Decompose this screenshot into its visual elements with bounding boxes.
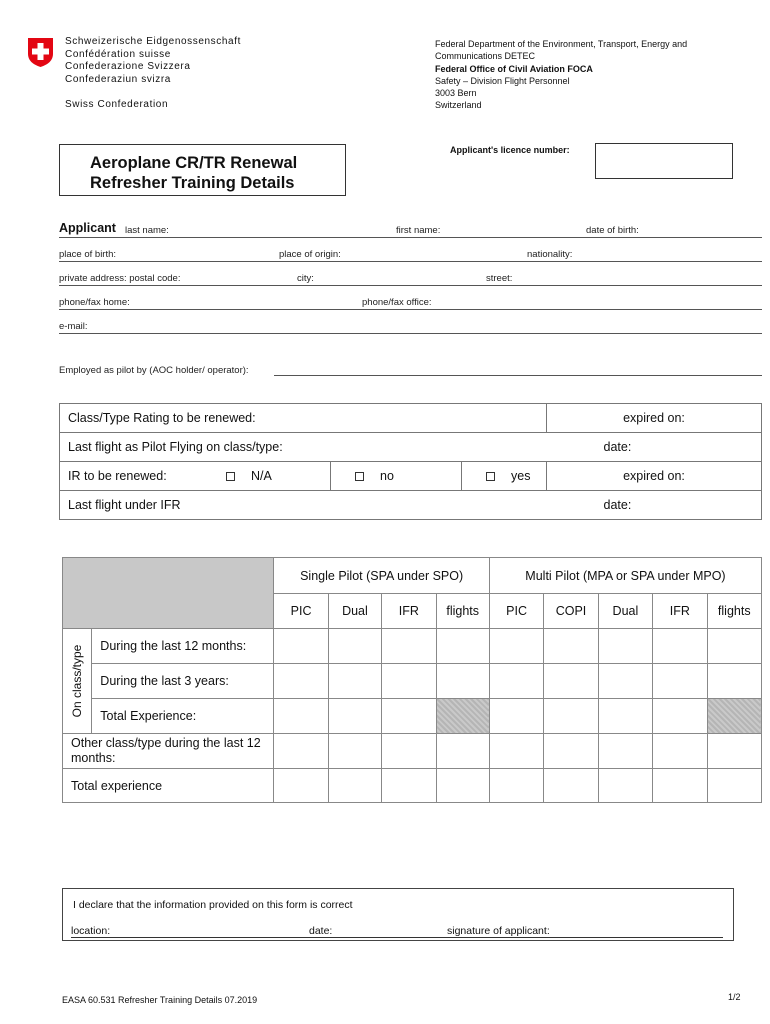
last-name-line[interactable] (59, 237, 762, 238)
address-line: Switzerland (435, 100, 482, 111)
signature-line[interactable] (71, 937, 723, 938)
option-na-label: N/A (251, 469, 272, 483)
hours-cell[interactable] (274, 699, 328, 734)
hours-cell[interactable] (489, 664, 543, 699)
hours-cell[interactable] (274, 734, 328, 769)
confed-line: Confédération suisse (65, 48, 171, 60)
row-label: Other class/type during the last 12 months: (63, 734, 274, 769)
shaded-cell (436, 699, 489, 734)
col-header: Dual (328, 594, 381, 629)
option-yes[interactable] (462, 462, 546, 490)
header-blank (63, 558, 274, 629)
row-label: Total Experience: (92, 699, 274, 734)
licence-number-field[interactable] (595, 143, 733, 179)
hours-cell[interactable] (489, 699, 543, 734)
hours-cell[interactable] (707, 769, 761, 803)
hours-cell[interactable] (544, 734, 598, 769)
col-header: flights (707, 594, 761, 629)
phone-home-label: phone/fax home: (59, 297, 130, 308)
city-label: city: (297, 273, 314, 284)
hours-cell[interactable] (328, 664, 381, 699)
hours-cell[interactable] (544, 699, 598, 734)
place-birth-line[interactable] (59, 261, 762, 262)
address-line: 3003 Bern (435, 88, 477, 99)
row-label: During the last 3 years: (92, 664, 274, 699)
email-label: e-mail: (59, 321, 88, 332)
declaration-box (62, 888, 734, 941)
hours-cell[interactable] (598, 769, 652, 803)
hours-cell[interactable] (544, 769, 598, 803)
dob-label: date of birth: (586, 225, 639, 236)
hours-cell[interactable] (707, 629, 761, 664)
hours-cell[interactable] (653, 734, 707, 769)
hours-cell[interactable] (653, 664, 707, 699)
col-header: PIC (274, 594, 328, 629)
date-label-2: date: (603, 498, 632, 512)
swiss-confederation: Swiss Confederation (65, 99, 169, 110)
on-class-type-side (63, 629, 92, 734)
checkbox-icon (486, 472, 495, 481)
postal-label: private address: postal code: (59, 273, 181, 284)
hours-cell[interactable] (382, 629, 436, 664)
confed-line: Confederaziun svizra (65, 73, 171, 85)
authority-line: Federal Department of the Environment, Transport, Energy and (435, 39, 688, 49)
checkbox-icon (355, 472, 364, 481)
last-name-label: last name: (125, 225, 169, 236)
col-header: IFR (382, 594, 436, 629)
rating-table (59, 403, 762, 520)
col-header: PIC (489, 594, 543, 629)
hours-cell[interactable] (489, 629, 543, 664)
nationality-label: nationality: (527, 249, 573, 260)
confed-line: Schweizerische Eidgenossenschaft (65, 36, 241, 47)
signature-label: signature of applicant: (447, 925, 550, 937)
licence-label: Applicant's licence number: (450, 145, 570, 155)
class-type-cell[interactable] (60, 404, 547, 433)
col-header: Dual (598, 594, 652, 629)
row-label: Total experience (63, 769, 274, 803)
ir-row (60, 462, 547, 491)
col-header: IFR (653, 594, 707, 629)
hours-cell[interactable] (598, 629, 652, 664)
expired-on-cell[interactable] (547, 404, 762, 433)
hours-cell[interactable] (598, 664, 652, 699)
office-name: Federal Office of Civil Aviation FOCA (435, 63, 593, 74)
hours-cell[interactable] (653, 629, 707, 664)
hours-cell[interactable] (274, 769, 328, 803)
hours-cell[interactable] (653, 699, 707, 734)
hours-cell[interactable] (653, 769, 707, 803)
title-box (59, 144, 346, 196)
address-line: Safety – Division Flight Personnel (435, 75, 570, 86)
hours-cell[interactable] (328, 699, 381, 734)
hours-cell[interactable] (598, 734, 652, 769)
side-label: On class/type (70, 644, 85, 718)
location-label: location: (71, 925, 111, 937)
authority-block (435, 38, 687, 112)
hours-cell[interactable] (489, 769, 543, 803)
ir-expired-cell[interactable] (547, 462, 762, 491)
ir-expired-label: expired on: (623, 469, 685, 483)
title-line-2: Refresher Training Details (90, 174, 295, 192)
last-ifr-cell[interactable] (60, 491, 762, 520)
address-line-field[interactable] (59, 285, 762, 286)
last-ifr-label: Last flight under IFR (68, 498, 181, 512)
first-name-label: first name: (396, 225, 441, 236)
authority-line: Communications DETEC (435, 51, 536, 62)
col-header: COPI (544, 594, 598, 629)
single-pilot-header: Single Pilot (SPA under SPO) (274, 558, 490, 594)
hours-cell[interactable] (382, 699, 436, 734)
multi-pilot-header: Multi Pilot (MPA or SPA under MPO) (489, 558, 761, 594)
hours-cell[interactable] (489, 734, 543, 769)
hours-cell[interactable] (436, 769, 489, 803)
confed-line: Confederazione Svizzera (65, 61, 191, 72)
declaration-text: I declare that the information provided on this form is correct (73, 899, 353, 911)
hours-cell[interactable] (382, 734, 436, 769)
hours-cell[interactable] (328, 769, 381, 803)
col-header: flights (436, 594, 489, 629)
place-origin-label: place of origin: (279, 249, 341, 260)
phone-line[interactable] (59, 309, 762, 310)
hours-cell[interactable] (544, 629, 598, 664)
decl-date-label: date: (309, 925, 333, 937)
swiss-cross-logo (27, 37, 54, 68)
title-line-1: Aeroplane CR/TR Renewal (90, 154, 298, 172)
street-label: street: (486, 273, 513, 284)
phone-office-label: phone/fax office: (362, 297, 432, 308)
hours-cell[interactable] (436, 629, 489, 664)
last-flight-pf-label: Last flight as Pilot Flying on class/type: (68, 440, 283, 454)
hours-cell[interactable] (544, 664, 598, 699)
confederation-names (65, 36, 241, 86)
place-birth-label: place of birth: (59, 249, 117, 260)
hours-cell[interactable] (436, 664, 489, 699)
hours-cell[interactable] (598, 699, 652, 734)
class-type-label: Class/Type Rating to be renewed: (68, 411, 256, 425)
option-no-label: no (380, 469, 394, 483)
form-id: EASA 60.531 Refresher Training Details 07.2019 (62, 995, 258, 1005)
hours-cell[interactable] (707, 664, 761, 699)
row-label: During the last 12 months: (92, 629, 274, 664)
expired-on-label: expired on: (623, 411, 685, 425)
page-number: 1/2 (728, 992, 741, 1002)
applicant-heading: Applicant (59, 221, 116, 235)
last-flight-pf-cell[interactable] (60, 433, 762, 462)
option-na[interactable] (226, 462, 272, 490)
checkbox-icon (226, 472, 235, 481)
hours-cell[interactable] (328, 629, 381, 664)
hours-cell[interactable] (436, 734, 489, 769)
date-label: date: (603, 440, 632, 454)
ir-renewed-label: IR to be renewed: (68, 469, 167, 483)
option-no[interactable] (331, 462, 462, 490)
option-yes-label: yes (511, 469, 531, 483)
shaded-cell (707, 699, 761, 734)
employed-label: Employed as pilot by (AOC holder/ operator): (59, 365, 249, 376)
hours-cell[interactable] (382, 664, 436, 699)
hours-cell[interactable] (274, 629, 328, 664)
hours-table (62, 557, 762, 803)
hours-cell[interactable] (328, 734, 381, 769)
hours-cell[interactable] (274, 664, 328, 699)
hours-cell[interactable] (382, 769, 436, 803)
hours-cell[interactable] (707, 734, 761, 769)
employed-line[interactable] (274, 375, 762, 376)
email-line[interactable] (59, 333, 762, 334)
